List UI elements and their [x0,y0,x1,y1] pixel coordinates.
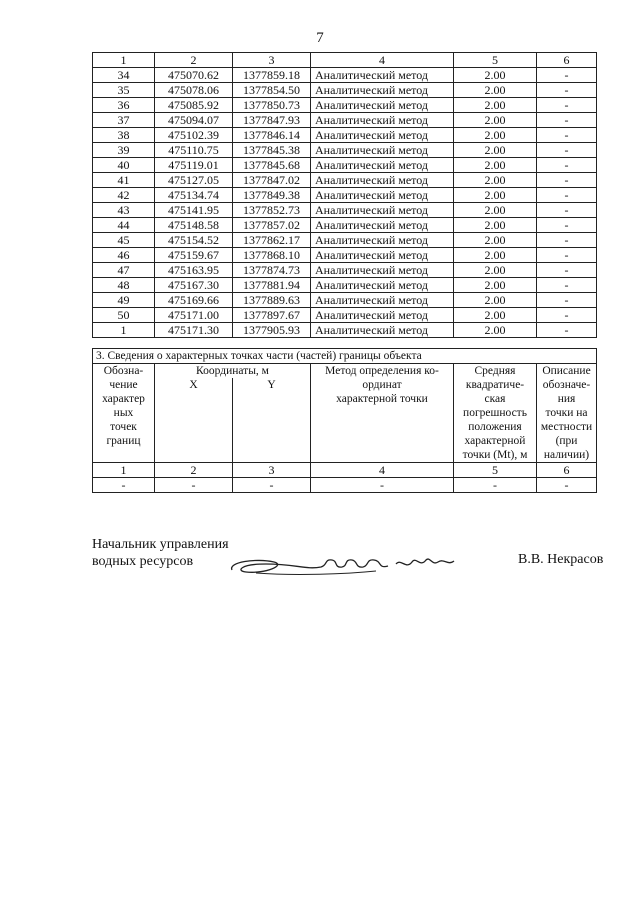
table-cell: 37 [93,113,155,128]
col-number: 1 [93,463,155,478]
table-cell: 1377845.68 [233,158,311,173]
table-row [93,98,597,113]
table-cell: 475141.95 [155,203,233,218]
table-cell: 475070.62 [155,68,233,83]
table-cell: 2.00 [454,248,537,263]
table-row [93,83,597,98]
table-cell: Аналитический метод [311,188,454,203]
column-header: 5 [454,53,537,68]
table-cell: - [537,218,597,233]
table-cell: 1377859.18 [233,68,311,83]
empty-cell: - [311,478,454,493]
table-cell: Аналитический метод [311,323,454,338]
table-cell: - [537,233,597,248]
column-header: 6 [537,53,597,68]
page-number: 7 [316,30,324,46]
table-cell: 1377897.67 [233,308,311,323]
table-cell: 2.00 [454,323,537,338]
table-cell: Аналитический метод [311,308,454,323]
table-cell: 475169.66 [155,293,233,308]
column-header: 3 [233,53,311,68]
table-cell: 47 [93,263,155,278]
table-cell: 2.00 [454,173,537,188]
table-cell: Аналитический метод [311,263,454,278]
table-cell: 475148.58 [155,218,233,233]
table-cell: 1377849.38 [233,188,311,203]
handwritten-signature [226,540,486,580]
table-cell: 2.00 [454,143,537,158]
table-cell: - [537,128,597,143]
table-cell: 475159.67 [155,248,233,263]
table-cell: - [537,263,597,278]
table-cell: 2.00 [454,203,537,218]
table-cell: 2.00 [454,188,537,203]
col-number: 3 [233,463,311,478]
table-cell: - [537,323,597,338]
table-row [93,308,597,323]
table-row [93,233,597,248]
header-accuracy: Средняя квадратиче- ская погрешность положения характерной точки (Mt), м [454,364,537,463]
table-cell: 475110.75 [155,143,233,158]
table-cell: 475119.01 [155,158,233,173]
table-row [93,128,597,143]
table-cell: - [537,158,597,173]
table-cell: 1377850.73 [233,98,311,113]
section-title: 3. Сведения о характерных точках части (частей) границы объекта [93,349,597,364]
table-cell: 2.00 [454,98,537,113]
column-header: 4 [311,53,454,68]
table-cell: 1377847.93 [233,113,311,128]
table-cell: 1377862.17 [233,233,311,248]
table-cell: 43 [93,203,155,218]
header-point-designation: Обозна- чение характер ных точек границ [93,364,155,463]
table-cell: 48 [93,278,155,293]
table-cell: 1377852.73 [233,203,311,218]
table-cell: 34 [93,68,155,83]
table-row [93,143,597,158]
col-number: 5 [454,463,537,478]
table-cell: 36 [93,98,155,113]
table-cell: Аналитический метод [311,233,454,248]
table-row [93,263,597,278]
table-cell: 2.00 [454,83,537,98]
table-cell: 44 [93,218,155,233]
table-cell: Аналитический метод [311,98,454,113]
column-header: 1 [93,53,155,68]
col-number: 4 [311,463,454,478]
table-cell: - [537,68,597,83]
table-cell: 46 [93,248,155,263]
column-numbers-row [93,463,597,478]
table-cell: 475127.05 [155,173,233,188]
table-cell: Аналитический метод [311,173,454,188]
table-cell: 475078.06 [155,83,233,98]
table-cell: 41 [93,173,155,188]
header-x: X [155,378,233,463]
table-cell: 1377847.02 [233,173,311,188]
table-row [93,278,597,293]
table-cell: 2.00 [454,263,537,278]
table-cell: Аналитический метод [311,68,454,83]
table-cell: 475171.00 [155,308,233,323]
empty-cell: - [93,478,155,493]
signatory-name: В.В. Некрасов [518,552,604,567]
table-row [93,218,597,233]
table-cell: - [537,308,597,323]
empty-cell: - [454,478,537,493]
table-row [93,323,597,338]
table-cell: - [537,293,597,308]
empty-cell: - [537,478,597,493]
table-cell: - [537,203,597,218]
table-row [93,68,597,83]
table-cell: 2.00 [454,278,537,293]
table-cell: - [537,143,597,158]
table-cell: 475163.95 [155,263,233,278]
table-cell: 475085.92 [155,98,233,113]
table-row [93,248,597,263]
table-cell: 38 [93,128,155,143]
table-cell: Аналитический метод [311,218,454,233]
table-cell: 1377874.73 [233,263,311,278]
header-coordinates: Координаты, м [155,364,311,379]
table-cell: Аналитический метод [311,248,454,263]
parts-table [92,348,597,493]
table-cell: 2.00 [454,233,537,248]
table-cell: Аналитический метод [311,83,454,98]
table-cell: 475167.30 [155,278,233,293]
table-cell: 49 [93,293,155,308]
table-cell: 1 [93,323,155,338]
table-cell: 475102.39 [155,128,233,143]
table-cell: - [537,113,597,128]
table-cell: 2.00 [454,128,537,143]
table-cell: 1377889.63 [233,293,311,308]
table-cell: - [537,98,597,113]
table-cell: 2.00 [454,218,537,233]
table-cell: Аналитический метод [311,113,454,128]
table-cell: Аналитический метод [311,128,454,143]
table-row [93,203,597,218]
table-row [93,188,597,203]
column-header-row [93,53,597,68]
table-row [93,293,597,308]
table-cell: - [537,278,597,293]
table-cell: 1377881.94 [233,278,311,293]
coordinates-table [92,52,597,338]
table-cell: 42 [93,188,155,203]
table-cell: 1377905.93 [233,323,311,338]
table-cell: - [537,248,597,263]
table-cell: 475094.07 [155,113,233,128]
table-cell: Аналитический метод [311,203,454,218]
table-cell: 1377845.38 [233,143,311,158]
table-cell: 475171.30 [155,323,233,338]
table-row [93,113,597,128]
table-cell: - [537,83,597,98]
col-number: 6 [537,463,597,478]
col-number: 2 [155,463,233,478]
table-row [93,173,597,188]
table-cell: - [537,188,597,203]
table-cell: 2.00 [454,293,537,308]
table-cell: 45 [93,233,155,248]
table-cell: Аналитический метод [311,278,454,293]
table-cell: 1377857.02 [233,218,311,233]
header-method: Метод определения ко- ординат характерной точки [311,364,454,463]
table-cell: 2.00 [454,68,537,83]
table-cell: 1377854.50 [233,83,311,98]
table-cell: 50 [93,308,155,323]
table-cell: Аналитический метод [311,293,454,308]
table-row [93,158,597,173]
table-cell: 475134.74 [155,188,233,203]
table-cell: 1377868.10 [233,248,311,263]
table-cell: Аналитический метод [311,143,454,158]
empty-row [93,478,597,493]
table-cell: 1377846.14 [233,128,311,143]
table-cell: 475154.52 [155,233,233,248]
empty-cell: - [233,478,311,493]
column-header: 2 [155,53,233,68]
table-cell: Аналитический метод [311,158,454,173]
table-cell: 2.00 [454,113,537,128]
signatory-position: Начальник управления водных ресурсов [92,537,229,569]
empty-cell: - [155,478,233,493]
header-y: Y [233,378,311,463]
header-description: Описание обозначе- ния точки на местности (при наличии) [537,364,597,463]
table-cell: - [537,173,597,188]
table-cell: 40 [93,158,155,173]
table-cell: 2.00 [454,158,537,173]
table-cell: 2.00 [454,308,537,323]
table-cell: 39 [93,143,155,158]
table-cell: 35 [93,83,155,98]
